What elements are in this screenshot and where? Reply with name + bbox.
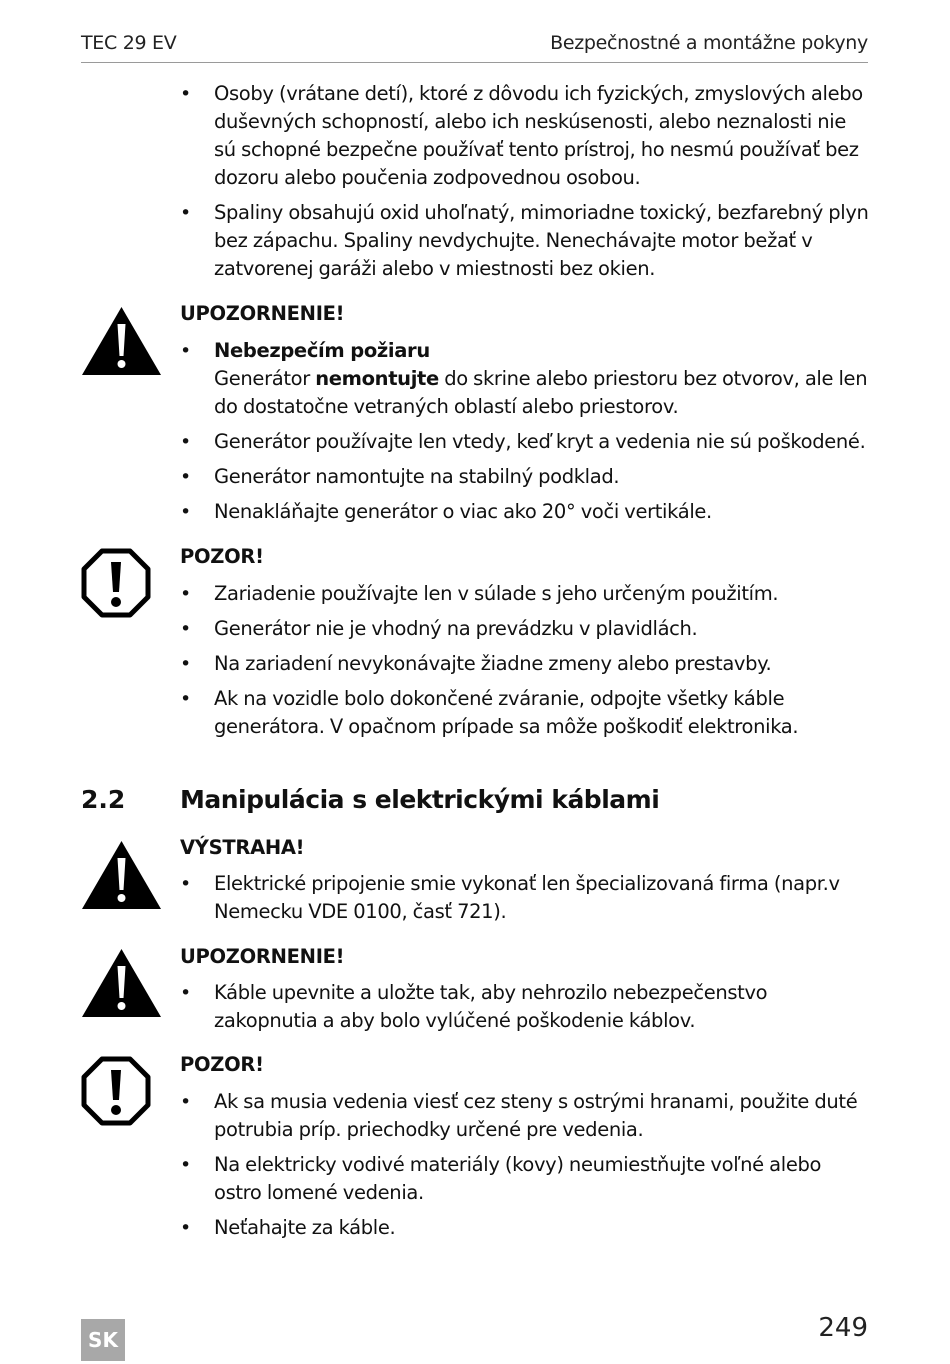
bullet: •	[180, 1091, 191, 1113]
list-item-text: Zariadenie používajte len v súlade s jeho určeným použitím.	[214, 582, 779, 605]
list-item-text: Generátor používajte len vtedy, keď kryt a vedenia nie sú poškodené.	[214, 430, 866, 453]
notice-label-warning: UPOZORNENIE!	[180, 945, 345, 968]
emphasis-text: nemontujte	[315, 367, 439, 390]
list-item	[180, 685, 870, 741]
list-item-text: Na elektricky vodivé materiály (kovy) neumiestňujte voľné alebo ostro lomené vedenia.	[214, 1153, 822, 1204]
list-item	[180, 1088, 870, 1144]
caution-octagon-icon	[81, 548, 151, 618]
section-title: Manipulácia s elektrickými káblami	[180, 785, 660, 814]
bullet: •	[180, 1217, 191, 1239]
header-section-title: Bezpečnostné a montážne pokyny	[550, 32, 868, 54]
bullet: •	[180, 653, 191, 675]
language-badge: SK	[81, 1319, 125, 1361]
list-item-text: Na zariadení nevykonávajte žiadne zmeny alebo prestavby.	[214, 652, 772, 675]
notice-label-caution: POZOR!	[180, 545, 264, 568]
list-item	[180, 870, 870, 926]
bullet: •	[180, 83, 191, 105]
list-item-text: Elektrické pripojenie smie vykonať len špecializovaná firma (napr.v Nemecku VDE 0100, časť 721).	[214, 872, 840, 923]
notice-5-list	[180, 1088, 870, 1249]
bullet: •	[180, 583, 191, 605]
warning-triangle-icon	[81, 306, 162, 376]
bullet: •	[180, 431, 191, 453]
list-item	[180, 199, 870, 283]
bullet: •	[180, 618, 191, 640]
list-item	[180, 428, 870, 456]
list-item-text: Generátor nie je vhodný na prevádzku v plavidlách.	[214, 617, 698, 640]
notice-label-caution: POZOR!	[180, 1053, 264, 1076]
bullet: •	[180, 873, 191, 895]
list-item-text: Generátor namontujte na stabilný podklad.	[214, 465, 620, 488]
bullet: •	[180, 501, 191, 523]
list-item	[180, 337, 870, 421]
notice-3-list	[180, 870, 870, 933]
bullet: •	[180, 1154, 191, 1176]
intro-bullet-list	[180, 80, 870, 290]
list-item-text: Generátor	[214, 367, 316, 390]
caution-octagon-icon	[81, 1056, 151, 1126]
list-item-text: Káble upevnite a uložte tak, aby nehrozilo nebezpečenstvo zakopnutia a aby bolo vylúčené poškodenie káblov.	[214, 981, 768, 1032]
list-item-text: do skrine alebo priestoru bez otvorov, ale len do dostatočne vetraných oblastí alebo priestorov.	[214, 367, 868, 418]
list-item-text: Ak na vozidle bolo dokončené zváranie, odpojte všetky káble generátora. V opačnom prípade sa môže poškodiť elektronika.	[214, 687, 799, 738]
bullet: •	[180, 688, 191, 710]
bullet: •	[180, 202, 191, 224]
list-item	[180, 498, 870, 526]
bullet: •	[180, 466, 191, 488]
list-item	[180, 650, 870, 678]
page-header	[81, 30, 868, 63]
list-item	[180, 463, 870, 491]
list-item-text: Osoby (vrátane detí), ktoré z dôvodu ich fyzických, zmyslových alebo duševných schopností, alebo ich neskúsenosti, alebo neznalosti nie sú schopné bezpečne používať tento prístroj, ho nesmú používať bez dozoru alebo poučenia zodpovednou osobou.	[214, 82, 863, 189]
notice-4-list	[180, 979, 870, 1042]
warning-triangle-icon	[81, 840, 162, 910]
list-item-text: Nenakláňajte generátor o viac ako 20° voči vertikále.	[214, 500, 712, 523]
section-number: 2.2	[81, 785, 126, 814]
list-item	[180, 580, 870, 608]
bullet: •	[180, 340, 191, 362]
list-item	[180, 615, 870, 643]
notice-1-list	[180, 337, 870, 533]
notice-label-danger: VÝSTRAHA!	[180, 836, 305, 859]
page-number: 249	[818, 1313, 868, 1343]
list-item-text: Ak sa musia vedenia viesť cez steny s ostrými hranami, použite duté potrubia príp. priechodky určené pre vedenia.	[214, 1090, 858, 1141]
list-item	[180, 979, 870, 1035]
bullet: •	[180, 982, 191, 1004]
list-item	[180, 1214, 870, 1242]
list-item	[180, 80, 870, 192]
list-item-text: Spaliny obsahujú oxid uhoľnatý, mimoriadne toxický, bezfarebný plyn bez zápachu. Spaliny nevdychujte. Nenechávajte motor bežať v zatvorenej garáži alebo v miestnosti bez okien.	[214, 201, 869, 280]
notice-2-list	[180, 580, 870, 748]
warning-triangle-icon	[81, 948, 162, 1018]
list-item	[180, 1151, 870, 1207]
list-item-text: Neťahajte za káble.	[214, 1216, 396, 1239]
fire-hazard-heading: Nebezpečím požiaru	[214, 339, 430, 362]
header-model: TEC 29 EV	[81, 32, 177, 54]
notice-label-warning: UPOZORNENIE!	[180, 302, 345, 325]
